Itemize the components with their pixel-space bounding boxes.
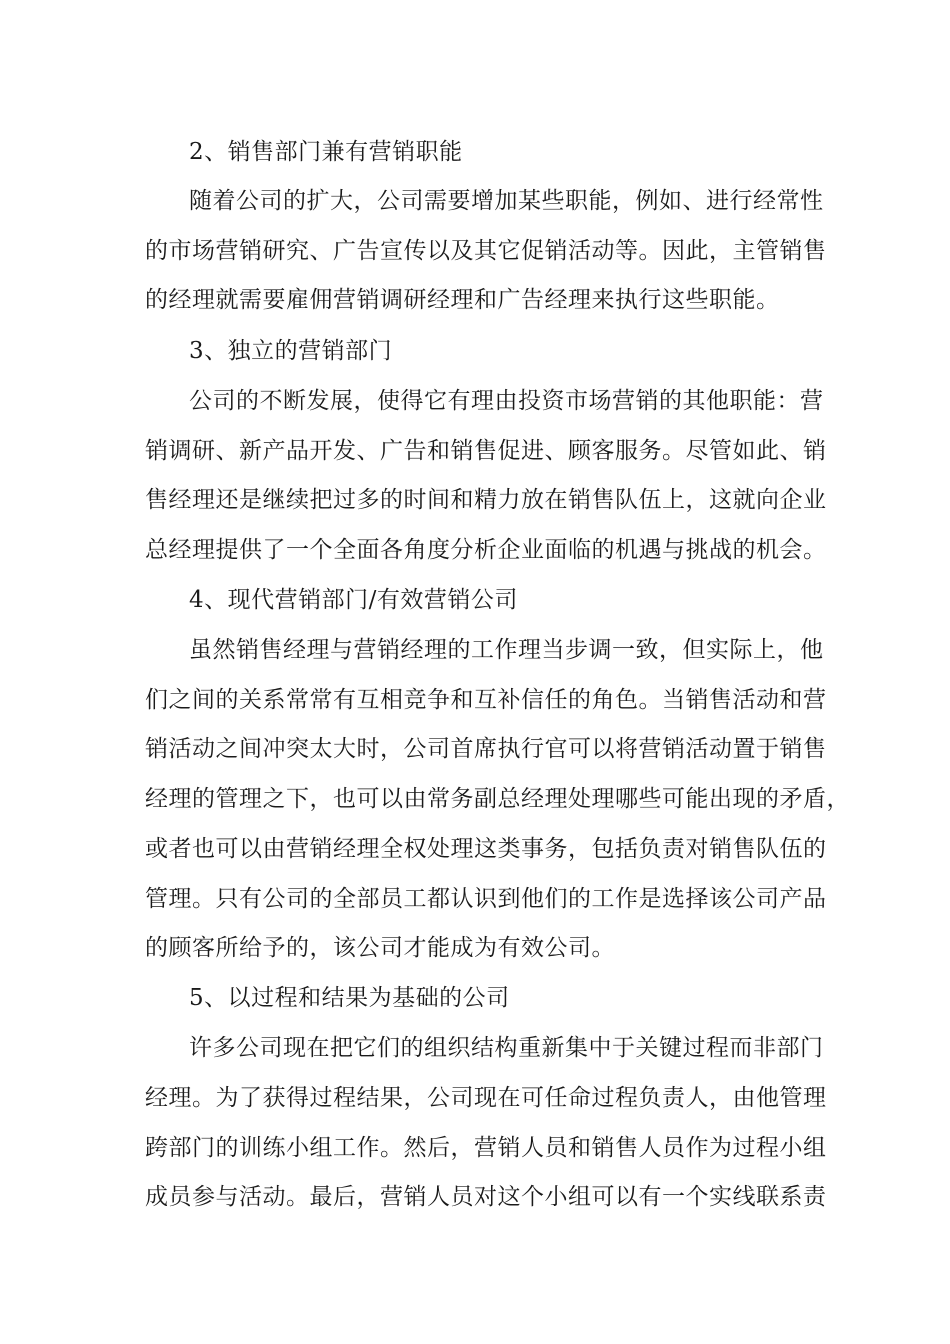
paragraph-line: 经理。为了获得过程结果，公司现在可任命过程负责人，由他管理 [145, 1085, 827, 1111]
paragraph-line: 跨部门的训练小组工作。然后，营销人员和销售人员作为过程小组 [145, 1135, 827, 1161]
paragraph-line: 销活动之间冲突太大时，公司首席执行官可以将营销活动置于销售 [145, 736, 827, 762]
paragraph-line: 随着公司的扩大，公司需要增加某些职能，例如、进行经常性 [189, 188, 824, 214]
paragraph-line: 们之间的关系常常有互相竞争和互补信任的角色。当销售活动和营 [145, 687, 827, 713]
section-heading-5: 5、以过程和结果为基础的公司 [189, 985, 510, 1011]
paragraph-line: 管理。只有公司的全部员工都认识到他们的工作是选择该公司产品 [145, 886, 827, 912]
paragraph-line: 售经理还是继续把过多的时间和精力放在销售队伍上，这就向企业 [145, 487, 827, 513]
paragraph-line: 销调研、新产品开发、广告和销售促进、顾客服务。尽管如此、销 [145, 438, 827, 464]
paragraph-line: 的市场营销研究、广告宣传以及其它促销活动等。因此，主管销售 [145, 238, 827, 264]
paragraph-line: 总经理提供了一个全面各角度分析企业面临的机遇与挑战的机会。 [145, 537, 827, 563]
paragraph-line: 的顾客所给予的，该公司才能成为有效公司。 [145, 935, 615, 961]
paragraph-line: 公司的不断发展，使得它有理由投资市场营销的其他职能：营 [189, 388, 824, 414]
section-heading-4: 4、现代营销部门/有效营销公司 [189, 587, 518, 613]
section-heading-3: 3、独立的营销部门 [189, 338, 393, 364]
paragraph-line: 的经理就需要雇佣营销调研经理和广告经理来执行这些职能。 [145, 287, 780, 313]
paragraph-line: 经理的管理之下，也可以由常务副总经理处理哪些可能出现的矛盾， [145, 786, 850, 812]
section-heading-2: 2、销售部门兼有营销职能 [189, 139, 463, 165]
paragraph-line: 或者也可以由营销经理全权处理这类事务，包括负责对销售队伍的 [145, 836, 827, 862]
paragraph-line: 许多公司现在把它们的组织结构重新集中于关键过程而非部门 [189, 1035, 824, 1061]
paragraph-line: 成员参与活动。最后，营销人员对这个小组可以有一个实线联系责 [145, 1184, 827, 1210]
paragraph-line: 虽然销售经理与营销经理的工作理当步调一致，但实际上，他 [189, 637, 824, 663]
